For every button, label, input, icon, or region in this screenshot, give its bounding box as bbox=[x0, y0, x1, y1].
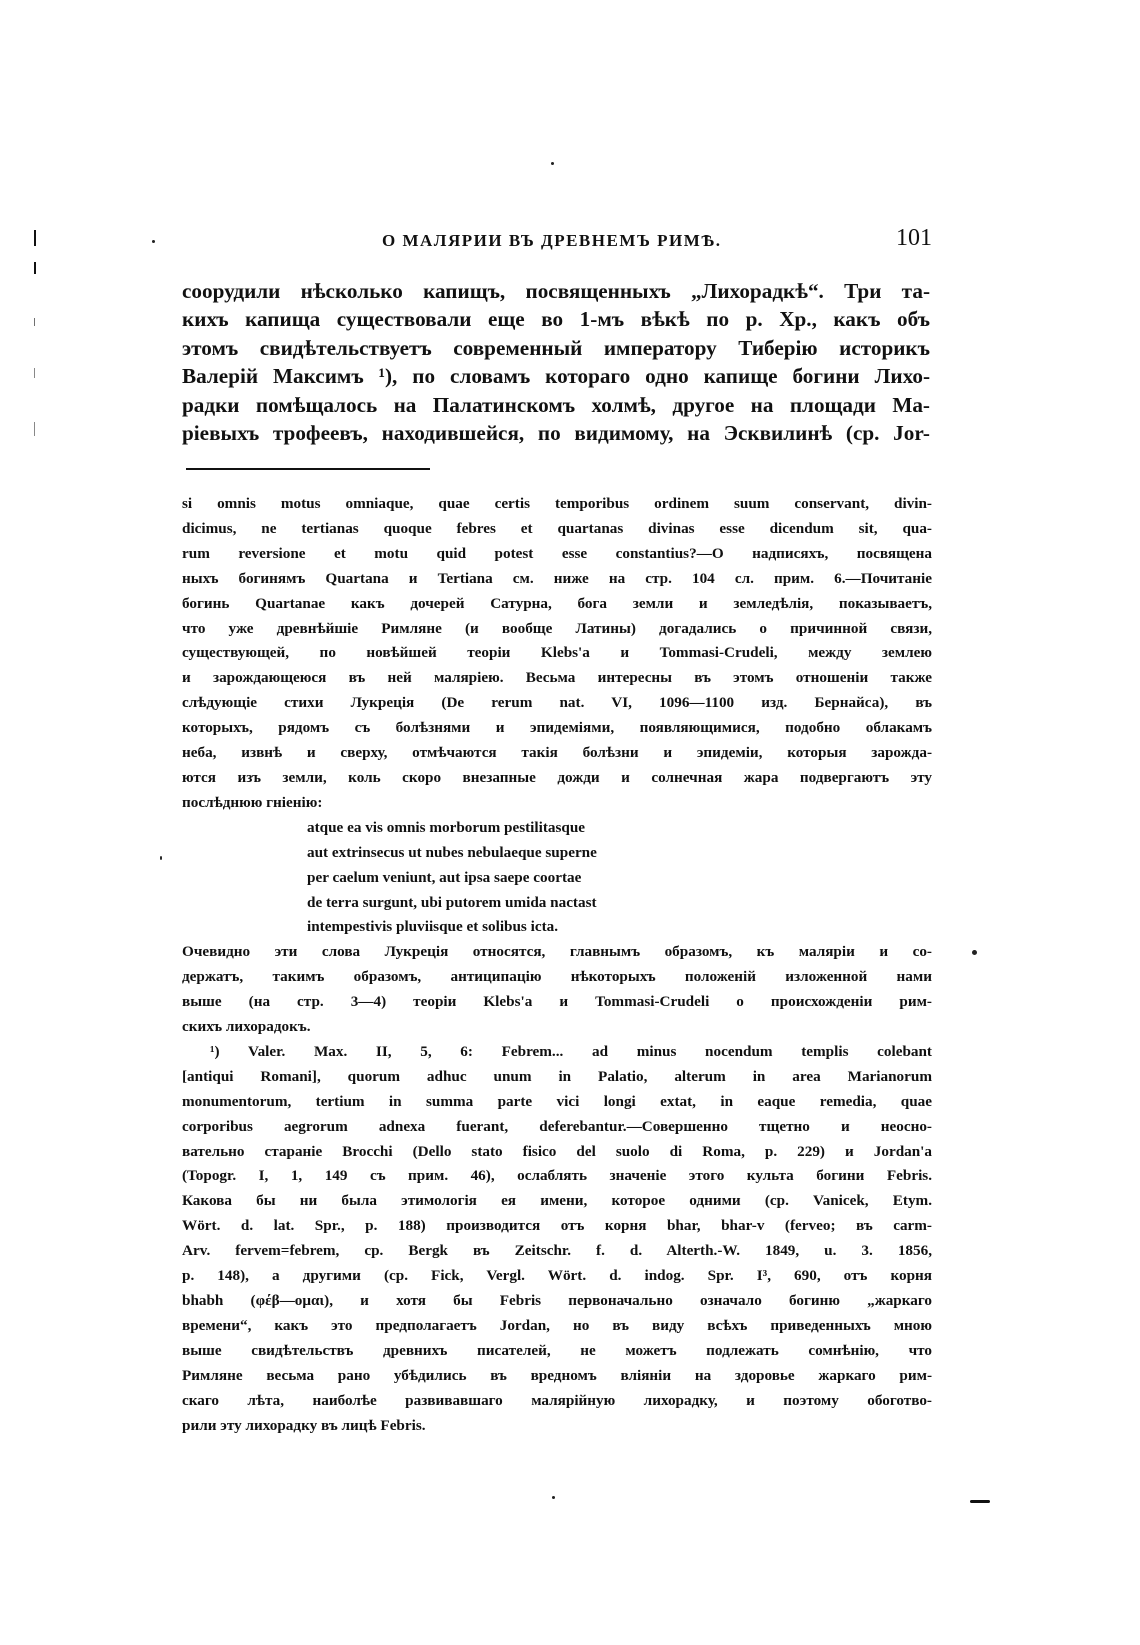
scan-mark-left-2 bbox=[34, 262, 36, 274]
running-title: О МАЛЯРИИ ВЪ ДРЕВНЕМЪ РИМѢ. bbox=[382, 231, 722, 250]
scan-mark-bottom-right bbox=[970, 1500, 990, 1503]
quote-line: intempestivis pluviisque et solibus icta. bbox=[307, 918, 559, 936]
footnote-line: Arv. fervem=febrem, ср. Bergk въ Zeitschr. f. d. Alterth.-W. 1849, u. 3. 1856, bbox=[182, 1242, 932, 1260]
footnote-line: неба, извнѣ и сверху, отмѣчаются такія болѣзни и эпидеміи, которыя зарожда- bbox=[182, 744, 932, 762]
footnote-1 bbox=[182, 1040, 932, 1439]
footnote-line: богинь Quartanae какъ дочерей Сатурна, бога земли и земледѣлія, показываетъ, bbox=[182, 594, 932, 612]
footnote-line: держатъ, такимъ образомъ, антиципацію нѣкоторыхъ положеній изложенной нами bbox=[182, 968, 932, 986]
footnote-line: ныхъ богинямъ Quartana и Tertiana см. ниже на стр. 104 сл. прим. 6.—Почитаніе bbox=[182, 569, 932, 587]
speck-header bbox=[152, 240, 155, 243]
footnote-line: ¹) Valer. Max. II, 5, 6: Febrem... ad minus nocendum templis colebant bbox=[210, 1042, 932, 1060]
footnote-line: corporibus aegrorum adnexa fuerant, deferebantur.—Совершенно тщетно и неосно- bbox=[182, 1117, 932, 1135]
main-line: соорудили нѣсколько капищъ, посвященныхъ „Лихорадкѣ“. Три та- bbox=[182, 279, 930, 303]
footnote-line: рили эту лихорадку въ лицѣ Febris. bbox=[182, 1416, 426, 1434]
footnote-line: что уже древнѣйшіе Римляне (и вообще Латины) догадались о причинной связи, bbox=[182, 619, 932, 637]
footnote-line: времени“, какъ это предполагаетъ Jordan, но въ виду всѣхъ приведенныхъ мною bbox=[182, 1316, 932, 1334]
footnote-line: (Topogr. I, 1, 149 съ прим. 46), ослаблять значеніе этого культа богини Febris. bbox=[182, 1167, 932, 1185]
footnote-line: выше (на стр. 3—4) теоріи Klebs'а и Tommasi-Crudeli о происхожденіи рим- bbox=[182, 993, 932, 1011]
lucretius-quote bbox=[307, 816, 932, 941]
footnote-line: Какова бы ни была этимологія ея имени, которое одними (ср. Vanicek, Etym. bbox=[182, 1192, 932, 1210]
footnote-line: существующей, по новѣйшей теоріи Klebs'а и Tommasi-Crudeli, между землею bbox=[182, 644, 932, 662]
footnote-after-quote bbox=[182, 940, 932, 1040]
scan-mark-left-4 bbox=[34, 368, 35, 378]
speck-left-margin bbox=[160, 856, 162, 860]
footnotes bbox=[182, 492, 932, 1438]
footnote-line: скихъ лихорадокъ. bbox=[182, 1018, 311, 1036]
speck-top bbox=[551, 162, 554, 165]
scan-mark-left-3 bbox=[34, 318, 35, 326]
footnote-line: Wört. d. lat. Spr., p. 188) производится отъ корня bhar, bhar-v (ferveo; въ carm- bbox=[182, 1217, 932, 1235]
footnote-line: выше свидѣтельствъ древнихъ писателей, не можетъ подлежать сомнѣнію, что bbox=[182, 1341, 932, 1359]
footnote-line: [antiqui Romani], quorum adhuc unum in Palatio, alterum in area Marianorum bbox=[182, 1067, 932, 1085]
footnote-line: которыхъ, рядомъ съ болѣзнями и эпидеміями, появляющимися, подобно облакамъ bbox=[182, 719, 932, 737]
footnote-line: и зарождающеюся въ ней маляріею. Весьма интересны въ этомъ отношеніи также bbox=[182, 669, 932, 687]
page-header bbox=[182, 225, 932, 261]
footnote-line: слѣдующіе стихи Лукреція (De rerum nat. VI, 1096—1100 изд. Бернайса), въ bbox=[182, 694, 932, 712]
main-line: ріевыхъ трофеевъ, находившейся, по видимому, на Эсквилинѣ (ср. Jor- bbox=[182, 421, 930, 446]
scan-mark-left-1 bbox=[34, 230, 36, 246]
footnote-line: Очевидно эти слова Лукреція относятся, главнымъ образомъ, къ маляріи и со- bbox=[182, 943, 932, 961]
footnote-continuation bbox=[182, 492, 932, 816]
main-line: этомъ свидѣтельствуетъ современный императору Тиберію историкъ bbox=[182, 335, 930, 360]
footnote-line: вательно стараніе Brocchi (Dello stato fisico del suolo di Roma, p. 229) и Jordan'а bbox=[182, 1142, 932, 1160]
footnote-line: ются изъ земли, коль скоро внезапные дожди и солнечная жара подвергаютъ эту bbox=[182, 768, 932, 786]
speck-bottom bbox=[552, 1496, 555, 1499]
footnote-separator bbox=[186, 468, 430, 470]
speck-right-margin bbox=[972, 950, 977, 955]
scan-mark-left-5 bbox=[34, 422, 35, 436]
page-number: 101 bbox=[896, 225, 932, 251]
footnote-line: dicimus, ne tertianas quoque febres et quartanas divinas esse dicendum sit, qua- bbox=[182, 519, 932, 537]
quote-line: aut extrinsecus ut nubes nebulaeque superne bbox=[307, 843, 597, 861]
footnote-line: скаго лѣта, наиболѣе развивавшаго малярійную лихорадку, и поэтому обоготво- bbox=[182, 1391, 932, 1409]
main-line: кихъ капища существовали еще во 1-мъ вѣкѣ по р. Хр., какъ объ bbox=[182, 307, 930, 332]
footnote-line: si omnis motus omniaque, quae certis temporibus ordinem suum conservant, divin- bbox=[182, 495, 932, 512]
footnote-line: p. 148), а другими (ср. Fick, Vergl. Wört. d. indog. Spr. I³, 690, отъ корня bbox=[182, 1267, 932, 1285]
quote-line: atque ea vis omnis morborum pestilitasque bbox=[307, 818, 586, 836]
quote-line: per caelum veniunt, aut ipsa saepe coortae bbox=[307, 868, 582, 886]
footnote-line: bhabh (φέβ—ομαι), и хотя бы Febris первоначально означало богиню „жаркаго bbox=[182, 1292, 932, 1309]
quote-line: de terra surgunt, ubi putorem umida nactast bbox=[307, 893, 597, 911]
main-paragraph bbox=[182, 277, 930, 447]
footnote-line: послѣднюю гніенію: bbox=[182, 793, 323, 811]
main-line: радки помѣщалось на Палатинскомъ холмѣ, другое на площади Ма- bbox=[182, 392, 930, 417]
footnote-line: monumentorum, tertium in summa parte vici longi extat, in eaque remedia, quae bbox=[182, 1092, 932, 1110]
footnote-line: Римляне весьма рано убѣдились въ вредномъ вліяніи на здоровье жаркаго рим- bbox=[182, 1366, 932, 1384]
main-line: Валерій Максимъ ¹), по словамъ котораго одно капище богини Лихо- bbox=[182, 364, 930, 389]
footnote-line: rum reversione et motu quid potest esse constantius?—О надписяхъ, посвящена bbox=[182, 544, 932, 562]
